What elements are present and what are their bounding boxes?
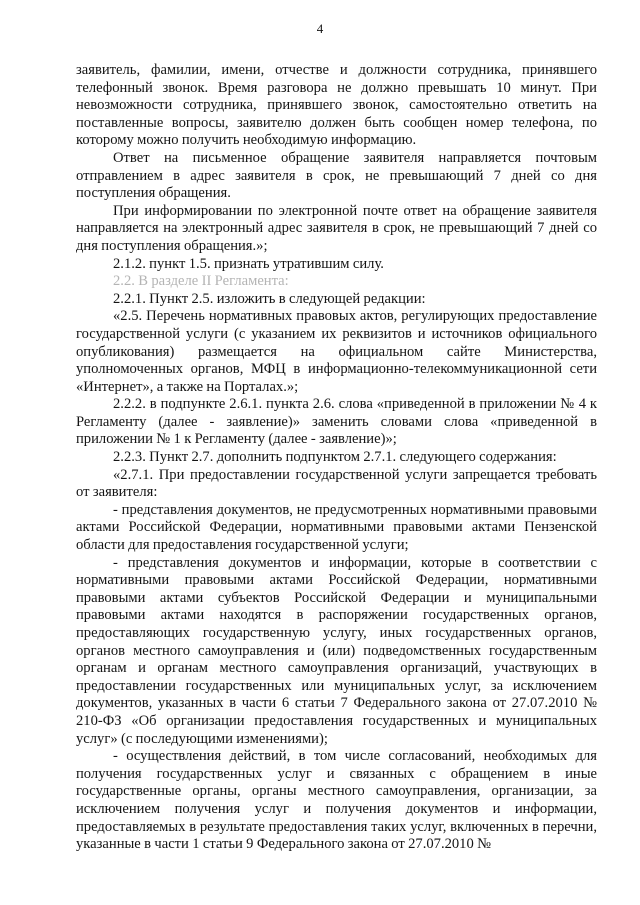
list-item-documents: - представления документов, не предусмотренных нормативными правовыми актами Российской Федерации, нормативными правовыми актами Пензенской области для предоставления государственной услуги; [76,501,597,554]
list-item-documents-information: - представления документов и информации, которые в соответствии с нормативными правовыми актами Российской Федерации, нормативными правовыми актами субъектов Российской Федерации и муниципальными правовыми актами находятся в распоряжении государственных органов, предоставляющих государственную услугу, иных государственных органов, органов местного самоуправления и (или) подведомственных государственным органам и органам местного самоуправления организаций, участвующих в предоставлении государственных или муниципальных услуг, за исключением документов, указанных в части 6 статьи 7 Федерального закона от 27.07.2010 № 210-ФЗ «Об организации предоставления государственных и муниципальных услуг» (с последующими изменениями); [76,554,597,747]
paragraph-2-1-2: 2.1.2. пункт 1.5. признать утратившим силу. [113,255,384,272]
paragraph-written-reply: Ответ на письменное обращение заявителя направляется почтовым отправлением в адрес заявителя в срок, не превышающий 7 дней со дня поступления обращения. [76,149,597,202]
paragraph-email-reply: При информировании по электронной почте ответ на обращение заявителя направляется на электронный адрес заявителя в срок, не превышающий 7 дней со дня поступления обращения.»; [76,202,597,254]
paragraph-2-2-heading: 2.2. В разделе II Регламента: [113,273,289,290]
paragraph-2-7-1-quote: «2.7.1. При предоставлении государственной услуги запрещается требовать от заявителя: [76,466,597,501]
document-body [76,62,597,854]
paragraph-phone-consultation: заявитель, фамилии, имени, отчестве и должности сотрудника, принявшего телефонный звонок. Время разговора не должно превышать 10 минут. При невозможности сотрудника, принявшего звонок, самостоятельно ответить на поставленные вопросы, заявителю должен быть сообщен номер телефона, по которому можно получить необходимую информацию. [76,62,597,149]
paragraph-2-2-2: 2.2.2. в подпункте 2.6.1. пункта 2.6. слова «приведенной в приложении № 4 к Регламенту (далее - заявление)» заменить словами слова «приведенной в приложении № 1 к Регламенту (далее - заявление)»; [76,396,597,448]
page-number: 4 [316,21,324,36]
list-item-actions: - осуществления действий, в том числе согласований, необходимых для получения государственных услуг и связанных с обращением в иные государственные органы, органы местного самоуправления, организации, за исключением получения услуг и получения документов и информации, предоставляемых в результате предоставления таких услуг, включенных в перечни, указанные в части 1 статьи 9 Федерального закона от 27.07.2010 № [76,748,597,853]
paragraph-2-2-3: 2.2.3. Пункт 2.7. дополнить подпунктом 2.7.1. следующего содержания: [113,449,557,466]
paragraph-2-5-quote: «2.5. Перечень нормативных правовых актов, регулирующих предоставление государственной услуги (с указанием их реквизитов и источников официального опубликования) размещается на официальном сайте Министерства, уполномоченных органов, МФЦ в информационно-телекоммуникационной сети «Интернет», а также на Порталах.»; [76,308,597,395]
paragraph-2-2-1: 2.2.1. Пункт 2.5. изложить в следующей редакции: [113,290,426,307]
